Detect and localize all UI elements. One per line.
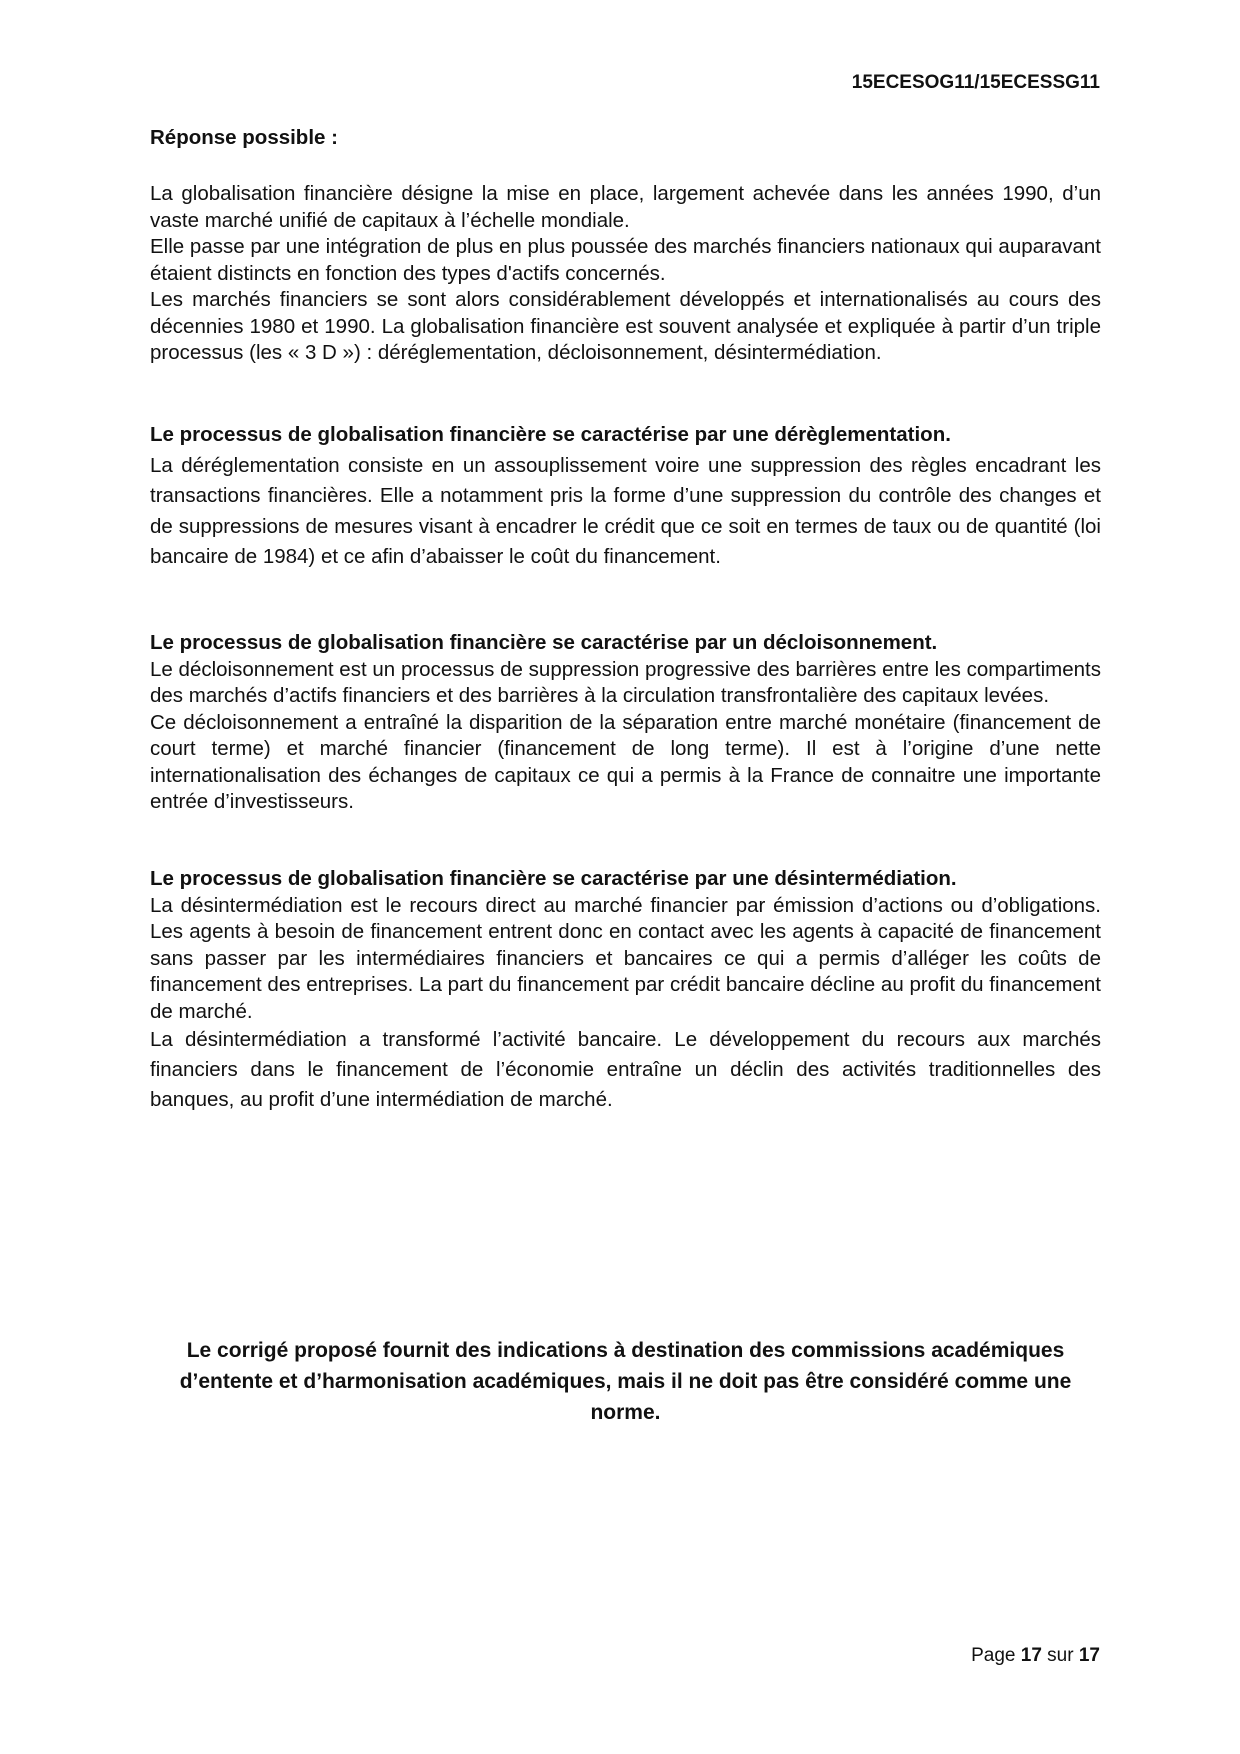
page-sep: sur <box>1047 1645 1074 1666</box>
section-paragraph: La déréglementation consiste en un assouplissement voire une suppression des règles encadrant les transactions financières. Elle a notamment pris la forme d’une suppression du contrôle des changes et de suppressions de mesures visant à encadrer le crédit que ce soit en termes de taux ou de quantité (loi bancaire de 1984) et ce afin d’abaisser le coût du financement. <box>150 453 1101 568</box>
section-deregulation <box>150 420 1101 573</box>
section-heading: Le processus de globalisation financière se caractérise par une dérèglementation. <box>150 423 951 446</box>
section-paragraph: La désintermédiation a transformé l’activité bancaire. Le développement du recours aux marchés financiers dans le financement de l’économie entraîne un déclin des activités traditionnelles des banques, au profit d’une intermédiation de marché. <box>150 1028 1101 1111</box>
page-total: 17 <box>1078 1645 1100 1666</box>
intro-paragraph: La globalisation financière désigne la mise en place, largement achevée dans les années 1990, d’un vaste marché unifié de capitaux à l’échelle mondiale. <box>150 182 1101 232</box>
section-heading: Le processus de globalisation financière se caractérise par un décloisonnement. <box>150 631 938 654</box>
page-label: Page <box>971 1645 1016 1666</box>
section-disintermediation <box>150 866 1101 1115</box>
intro-paragraph: Elle passe par une intégration de plus en plus poussée des marchés financiers nationaux qui auparavant étaient distincts en fonction des types d'actifs concernés. <box>150 235 1101 285</box>
intro-block <box>150 181 1101 367</box>
section-heading: Le processus de globalisation financière se caractérise par une désintermédiation. <box>150 867 957 890</box>
section-paragraph: La désintermédiation est le recours direct au marché financier par émission d’actions ou d’obligations. Les agents à besoin de financement entrent donc en contact avec les agents à capacité de financement sans passer par les intermédiaires financiers et bancaires ce qui a permis d’alléger les coûts de financement des entreprises. La part du financement par crédit bancaire décline au profit du financement de marché. <box>150 893 1101 1023</box>
section-decompartmentalization <box>150 630 1101 816</box>
footer-note: Le corrigé proposé fournit des indications à destination des commissions académiques d’entente et d’harmonisation académiques, mais il ne doit pas être considéré comme une norme. <box>179 1339 1072 1424</box>
section-paragraph: Le décloisonnement est un processus de suppression progressive des barrières entre les compartiments des marchés d’actifs financiers et des barrières à la circulation transfrontalière des capitaux levées. <box>150 657 1101 707</box>
answer-title: Réponse possible : <box>150 126 338 149</box>
page-number <box>971 1645 1100 1667</box>
intro-paragraph: Les marchés financiers se sont alors considérablement développés et internationalisés au cours des décennies 1980 et 1990. La globalisation financière est souvent analysée et expliquée à partir d’un triple processus (les « 3 D ») : déréglementation, décloisonnement, désintermédiation. <box>150 288 1101 364</box>
section-paragraph: Ce décloisonnement a entraîné la disparition de la séparation entre marché monétaire (financement de court terme) et marché financier (financement de long terme). Il est à l’origine d’une nette internationalisation des échanges de capitaux ce qui a permis à la France de connaitre une importante entrée d’investisseurs. <box>150 710 1101 813</box>
page-current: 17 <box>1020 1645 1042 1666</box>
document-code: 15ECESOG11/15ECESSG11 <box>851 72 1100 93</box>
